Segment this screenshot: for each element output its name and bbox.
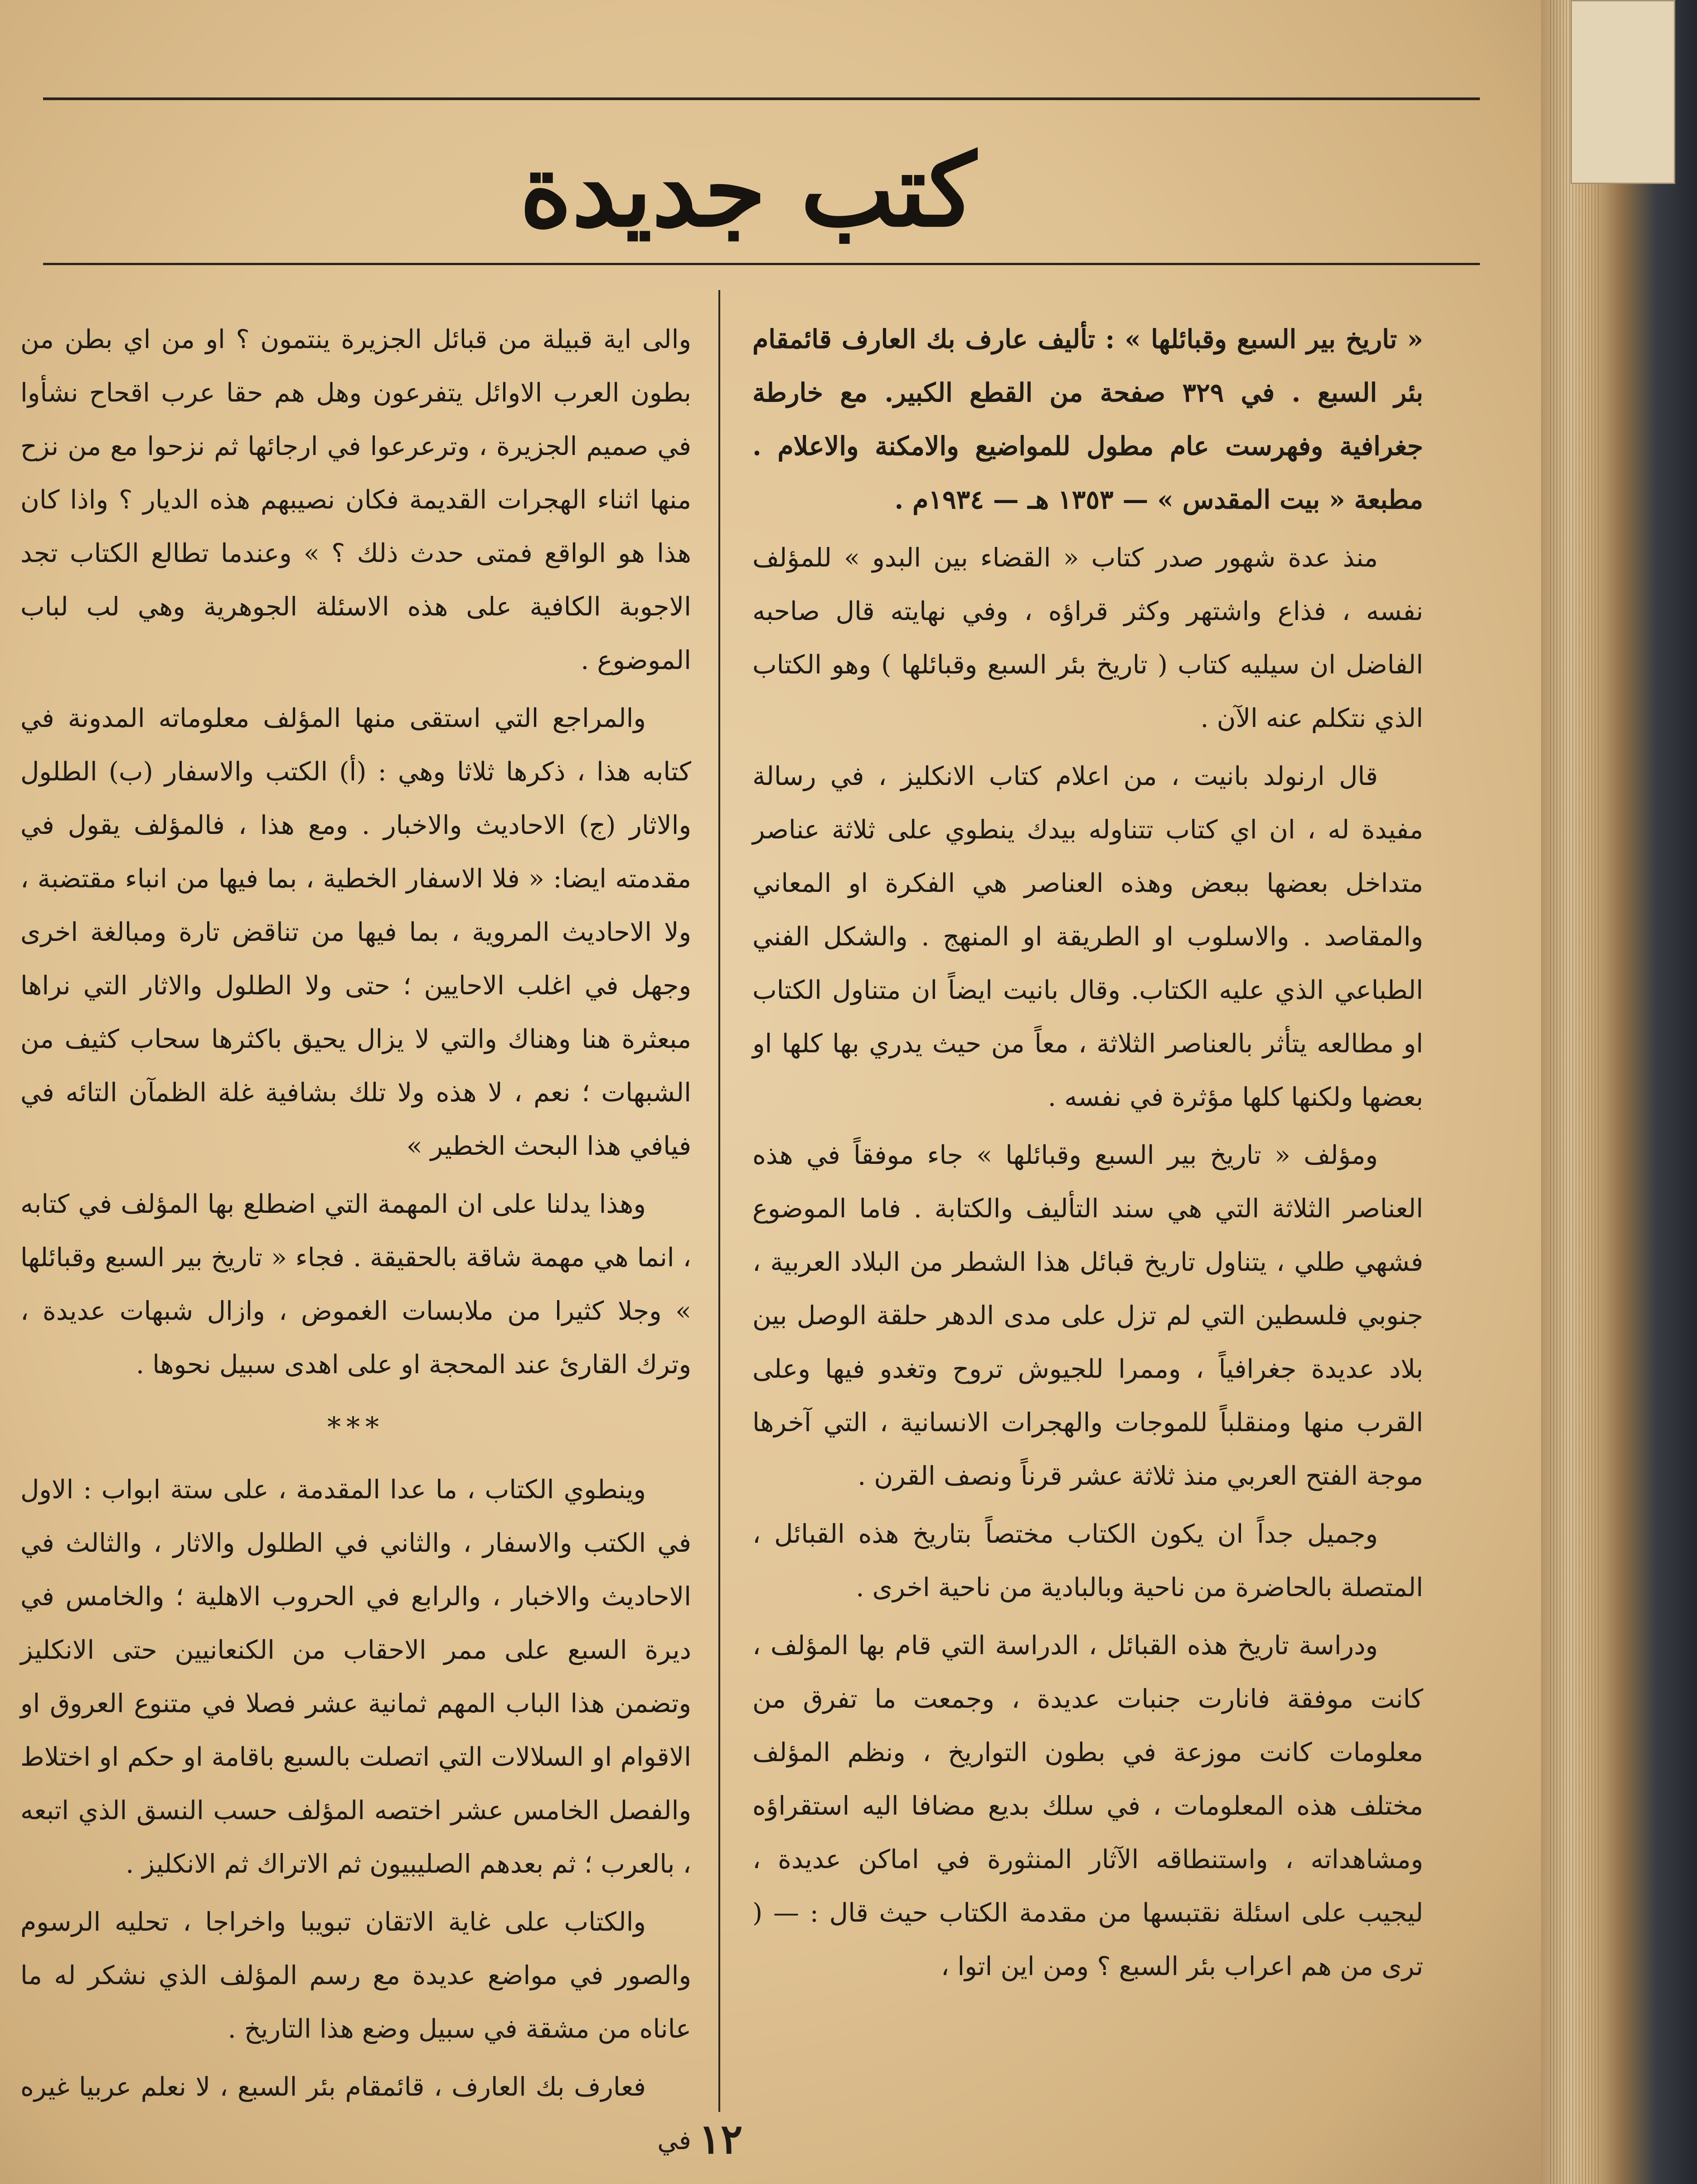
paragraph: وجميل جداً ان يكون الكتاب مختصاً بتاريخ هذه القبائل ، المتصلة بالحاضرة من ناحية وبالبادية من ناحية اخرى . bbox=[752, 1519, 1423, 1603]
paragraph: والمراجع التي استقى منها المؤلف معلوماته المدونة في كتابه هذا ، ذكرها ثلاثا وهي : (أ) الكتب والاسفار (ب) الطلول والاثار (ج) الاحاديث والاخبار . ومع هذا ، فالمؤلف يقول في مقدمته ايضا: « فلا الاسفار الخطية ، بما فيها من انباء مقتضبة ، ولا الاحاديث المروية ، بما فيها من تناقض تارة ومبالغة اخرى وجهل في اغلب الاحايين ؛ حتى ولا الطلول والاثار التي نراها مبعثرة هنا وهناك والتي لا يزال يحيق باكثرها سحاب كثيف من الشبهات ؛ نعم ، لا هذه ولا تلك بشافية غلة الظمآن التائه في فيافي هذا البحث الخطير » bbox=[20, 703, 691, 1161]
left-column bbox=[20, 313, 691, 2155]
bookmark-tab bbox=[1571, 0, 1675, 184]
book-heading: « تاريخ بير السبع وقبائلها » : تأليف عارف بك العارف قائمقام بئر السبع . في ٣٢٩ صفحة من القطع الكبير. مع خارطة جغرافية وفهرست عام مطول للمواضيع والامكنة والاعلام . مطبعة « بيت المقدس » — ١٣٥٣ هـ — ١٩٣٤م . bbox=[752, 324, 1423, 515]
right-column bbox=[752, 313, 1423, 2089]
header-rule-top bbox=[43, 97, 1480, 100]
paragraph: ودراسة تاريخ هذه القبائل ، الدراسة التي قام بها المؤلف ، كانت موفقة فانارت جنبات عديدة ، وجمعت ما تفرق من معلومات كانت موزعة في بطون التواريخ ، ونظم المؤلف مختلف هذه المعلومات ، في سلك بديع مضافا اليه استقراؤه ومشاهداته ، واستنطاقه الآثار المنثورة في اماكن عديدة ، ليجيب على اسئلة نقتبسها من مقدمة الكتاب حيث قال : — ( ترى من هم اعراب بئر السبع ؟ ومن اين اتوا ، bbox=[752, 1631, 1423, 1981]
paragraph: وينطوي الكتاب ، ما عدا المقدمة ، على ستة ابواب : الاول في الكتب والاسفار ، والثاني في الطلول والاثار ، والثالث في الاحاديث والاخبار ، والرابع في الحروب الاهلية ؛ والخامس في ديرة السبع على ممر الاحقاب من الكنعانيين حتى الانكليز وتضمن هذا الباب المهم ثمانية عشر فصلا في متنوع العروق او الاقوام او السلالات التي اتصلت بالسبع باقامة او حكم او اختلاط والفصل الخامس عشر اختصه المؤلف حسب النسق الذي اتبعه ، بالعرب ؛ ثم بعدهم الصليبيون ثم الاتراك ثم الانكليز . bbox=[20, 1475, 691, 1879]
page-number: ١٢ bbox=[698, 2115, 743, 2163]
paragraph: والى اية قبيلة من قبائل الجزيرة ينتمون ؟ او من اي بطن من بطون العرب الاوائل يتفرعون وهل هم حقا عرب اقحاح نشأوا في صميم الجزيرة ، وترعرعوا في ارجائها ثم نزحوا مع من نزح منها اثناء الهجرات القديمة فكان نصيبهم هذه الديار ؟ واذا كان هذا هو الواقع فمتى حدث ذلك ؟ » وعندما تطالع الكتاب تجد الاجوبة الكافية على هذه الاسئلة الجوهرية وهي لب لباب الموضوع . bbox=[20, 324, 691, 675]
paragraph: فعارف بك العارف ، قائمقام بئر السبع ، لا نعلم عربيا غيره في bbox=[20, 2072, 691, 2155]
paragraph: ومؤلف « تاريخ بير السبع وقبائلها » جاء موفقاً في هذه العناصر الثلاثة التي هي سند التأليف والكتابة . فاما الموضوع فشهي طلي ، يتناول تاريخ قبائل هذا الشطر من البلاد العربية ، جنوبي فلسطين التي لم تزل على مدى الدهر حلقة الوصل بين بلاد عديدة جغرافياً ، وممرا للجيوش تروح وتغدو فيها وعلى القرب منها ومنقلباً للموجات والهجرات الانسانية ، التي آخرها موجة الفتح العربي منذ ثلاثة عشر قرناً ونصف القرن . bbox=[752, 1140, 1423, 1491]
paragraph: وهذا يدلنا على ان المهمة التي اضطلع بها المؤلف في كتابه ، انما هي مهمة شاقة بالحقيقة . فجاء « تاريخ بير السبع وقبائلها » وجلا كثيرا من ملابسات الغموض ، وازال شبهات عديدة ، وترك القارئ عند المحجة او على اهدى سبيل نحوها . bbox=[20, 1189, 691, 1380]
header-rule-bottom bbox=[43, 263, 1480, 265]
section-separator: *** bbox=[327, 1411, 384, 1443]
paragraph: منذ عدة شهور صدر كتاب « القضاء بين البدو » للمؤلف نفسه ، فذاع واشتهر وكثر قراؤه ، وفي نهايته قال صاحبه الفاضل ان سيليه كتاب ( تاريخ بئر السبع وقبائلها ) وهو الكتاب الذي نتكلم عنه الآن . bbox=[752, 543, 1423, 733]
paragraph: والكتاب على غاية الاتقان تبويبا واخراجا ، تحليه الرسوم والصور في مواضع عديدة مع رسم المؤلف الذي نشكر له ما عاناه من مشقة في سبيل وضع هذا التاريخ . bbox=[20, 1907, 691, 2044]
book-page-stack-lines bbox=[1550, 0, 1600, 2184]
page-title: كتب جديدة bbox=[519, 131, 976, 249]
paragraph: قال ارنولد بانيت ، من اعلام كتاب الانكليز ، في رسالة مفيدة له ، ان اي كتاب تتناوله بيدك ينطوي على ثلاثة عناصر متداخل بعضها ببعض وهذه العناصر هي الفكرة او المعاني والمقاصد . والاسلوب او الطريقة او المنهج . والشكل الفني الطباعي الذي عليه الكتاب. وقال بانيت ايضاً ان متناول الكتاب او مطالعه يتأثر بالعناصر الثلاثة ، معاً من حيث يدري بها كلها او بعضها ولكنها كلها مؤثرة في نفسه . bbox=[752, 761, 1423, 1112]
column-divider bbox=[718, 290, 720, 2112]
